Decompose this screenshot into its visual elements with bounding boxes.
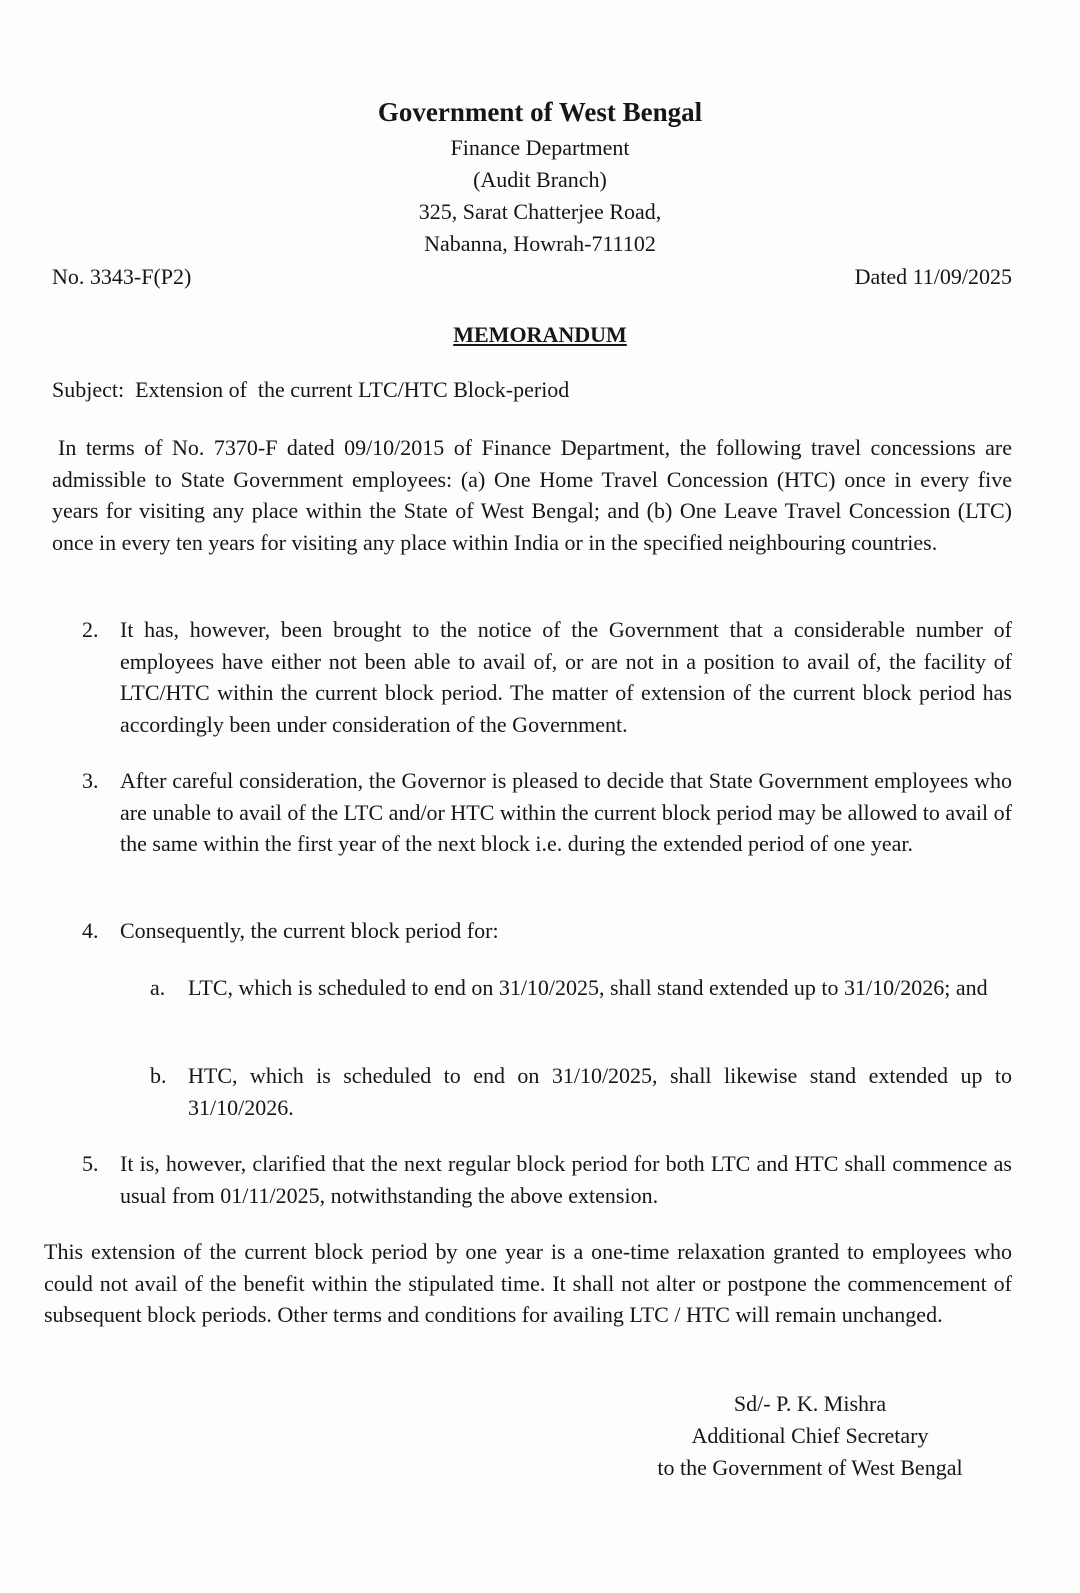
department-name: Finance Department [450,135,630,160]
address-line-2: Nabanna, Howrah-711102 [424,231,656,256]
signature-block [620,1388,1000,1484]
paragraph-4 [82,915,1012,947]
paragraph-number: 3. [82,768,99,793]
branch-name: (Audit Branch) [473,167,607,192]
reference-number: No. 3343-F(P2) [52,264,192,289]
intro-paragraph: In terms of No. 7370-F dated 09/10/2015 of Finance Department, the following travel concessions are admissible to State Government employees: (a) One Home Travel Concession (HTC) once in every five years for visiting any place within the State of West Bengal; and (b) One Leave Travel Concession (LTC) once in every ten years for visiting any place within India or in the specified neighbouring countries. [52,435,1012,555]
government-title: Government of West Bengal [377,97,703,127]
letterhead [0,92,1080,260]
paragraph-text: It has, however, been brought to the notice of the Government that a considerable number of employees have either not been able to avail of, or are not in a position to avail of, the facility of LTC/HTC within the current block period. The matter of extension of the current block period has accordingly been under consideration of the Government. [120,617,1012,737]
subparagraph-text: HTC, which is scheduled to end on 31/10/2025, shall likewise stand extended up to 31/10/2026. [188,1063,1012,1120]
paragraph-number: 5. [82,1151,99,1176]
paragraph-3 [82,765,1012,860]
subparagraph-letter: b. [150,1063,167,1088]
address-line-1: 325, Sarat Chatterjee Road, [418,199,662,224]
subparagraph-letter: a. [150,975,166,1000]
memorandum-heading: MEMORANDUM [453,322,627,347]
subparagraph-text: LTC, which is scheduled to end on 31/10/2025, shall stand extended up to 31/10/2026; and [188,975,988,1000]
paragraph-text: After careful consideration, the Governor is pleased to decide that State Government employees who are unable to avail of the LTC and/or HTC within the current block period may be allowed to avail of the same within the first year of the next block i.e. during the extended period of one year. [120,768,1012,856]
signatory-name: Sd/- P. K. Mishra [733,1391,887,1416]
paragraph-5 [82,1148,1012,1211]
signatory-organization: to the Government of West Bengal [657,1455,963,1480]
paragraph-text: It is, however, clarified that the next regular block period for both LTC and HTC shall commence as usual from 01/11/2025, notwithstanding the above extension. [120,1151,1012,1208]
reference-date: Dated 11/09/2025 [854,264,1012,289]
paragraph-number: 4. [82,918,99,943]
subparagraph-b [150,1060,1012,1123]
paragraph-text: Consequently, the current block period for: [120,918,499,943]
paragraph-2 [82,614,1012,740]
paragraph-number: 2. [82,617,99,642]
signatory-designation: Additional Chief Secretary [691,1423,929,1448]
subject-line: Subject: Extension of the current LTC/HTC Block-period [52,377,570,402]
closing-paragraph: This extension of the current block period by one year is a one-time relaxation granted to employees who could not avail of the benefit within the stipulated time. It shall not alter or postpone the commencement of subsequent block periods. Other terms and conditions for availing LTC / HTC will remain unchanged. [44,1239,1012,1327]
subparagraph-a [150,972,1012,1004]
